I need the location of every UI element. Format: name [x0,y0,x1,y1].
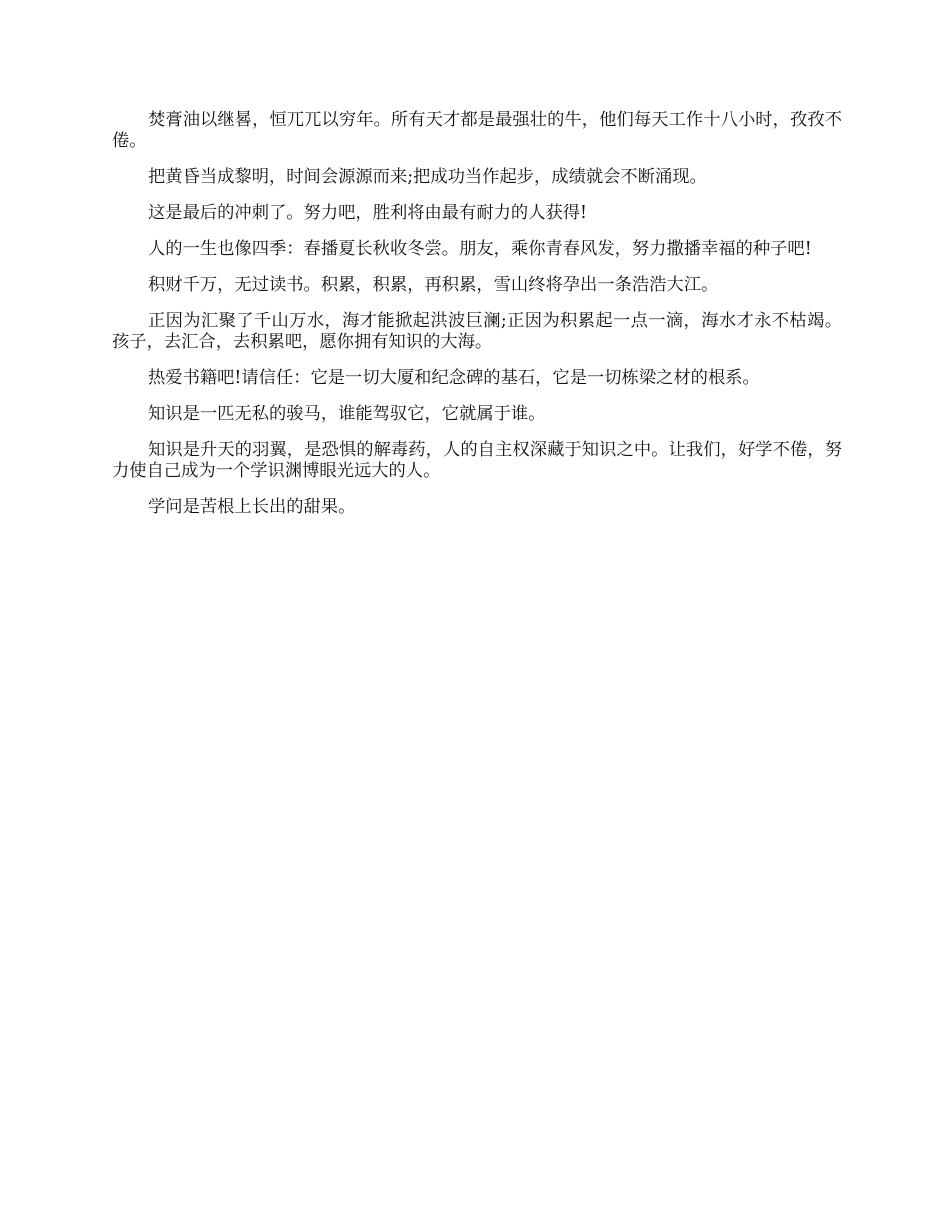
paragraph: 知识是升天的羽翼，是恐惧的解毒药，人的自主权深藏于知识之中。让我们，好学不倦，努力使自己成为一个学识渊博眼光远大的人。 [112,440,842,481]
paragraph: 这是最后的冲刺了。努力吧，胜利将由最有耐力的人获得! [148,203,587,223]
paragraph: 正因为汇聚了千山万水，海才能掀起洪波巨澜;正因为积累起一点一滴，海水才永不枯竭。孩子，去汇合，去积累吧，愿你拥有知识的大海。 [112,311,842,352]
paragraph: 焚膏油以继晷，恒兀兀以穷年。所有天才都是最强壮的牛，他们每天工作十八小时，孜孜不倦。 [112,110,842,151]
paragraph: 学问是苦根上长出的甜果。 [148,497,356,517]
document-body [112,110,842,533]
paragraph: 把黄昏当成黎明，时间会源源而来;把成功当作起步，成绩就会不断涌现。 [148,167,707,187]
paragraph: 热爱书籍吧!请信任：它是一切大厦和纪念碑的基石，它是一切栋梁之材的根系。 [148,368,760,388]
paragraph: 人的一生也像四季：春播夏长秋收冬尝。朋友，乘你青春风发，努力撒播幸福的种子吧! [148,239,812,259]
paragraph: 积财千万，无过读书。积累，积累，再积累，雪山终将孕出一条浩浩大江。 [148,275,719,295]
paragraph: 知识是一匹无私的骏马，谁能驾驭它，它就属于谁。 [148,404,546,424]
